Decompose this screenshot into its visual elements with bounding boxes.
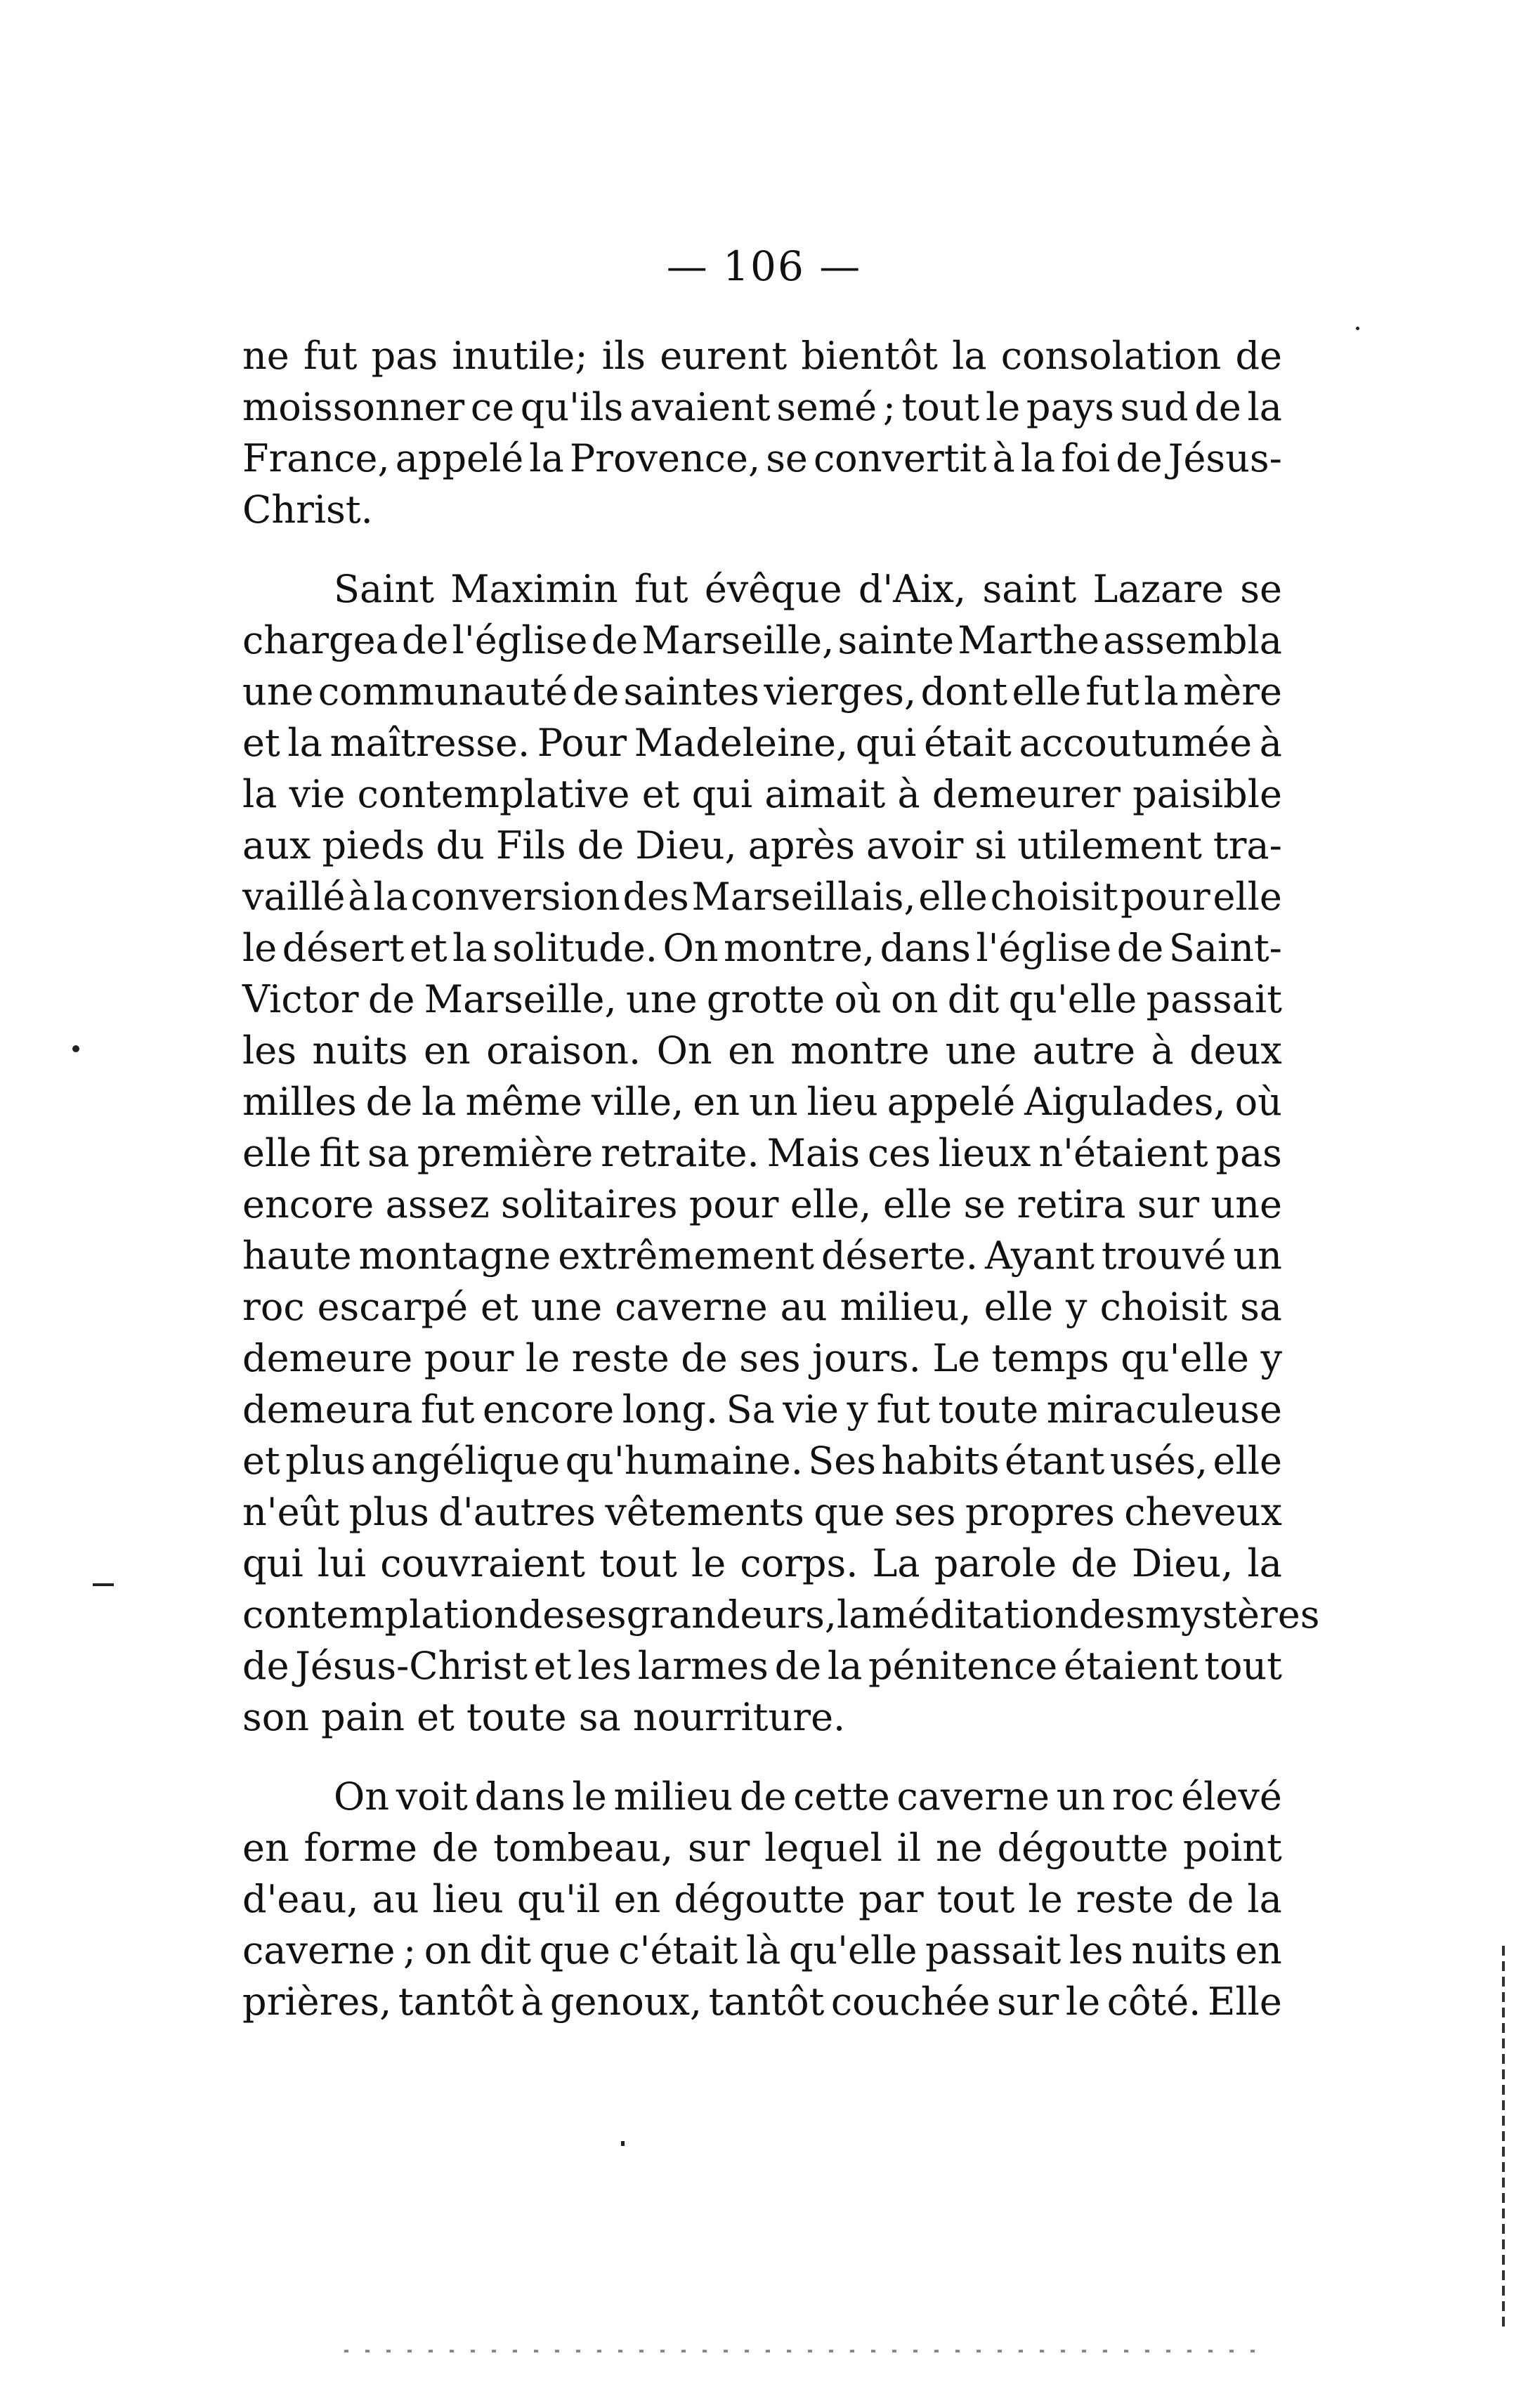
text-line: une communauté de saintes vierges, dont elle fut la mère [242, 669, 1282, 714]
body-text [242, 330, 1320, 2027]
scan-dot [72, 1045, 79, 1052]
text-line: n'eût plus d'autres vêtements que ses propres cheveux [242, 1490, 1282, 1534]
text-line: moissonner ce qu'ils avaient semé ; tout le pays sud de la [242, 385, 1282, 429]
scan-noise [344, 2350, 1272, 2353]
text-line: ne fut pas inutile; ils eurent bientôt la consolation de [242, 334, 1282, 378]
text-line: d'eau, au lieu qu'il en dégoutte par tout le reste de la [242, 1877, 1282, 1921]
text-line: Victor de Marseille, une grotte où on dit qu'elle passait [242, 977, 1282, 1021]
text-line: et plus angélique qu'humaine. Ses habits étant usés, elle [242, 1439, 1282, 1483]
text-line: Christ. [242, 488, 373, 532]
text-line: en forme de tombeau, sur lequel il ne dégoutte point [242, 1826, 1282, 1870]
text-line: France, appelé la Provence, se convertit à la foi de Jésus- [242, 436, 1282, 480]
text-line: de Jésus-Christ et les larmes de la pénitence étaient tout [242, 1644, 1282, 1688]
text-line: son pain et toute sa nourriture. [242, 1695, 846, 1739]
text-line: roc escarpé et une caverne au milieu, elle y choisit sa [242, 1285, 1282, 1329]
text-line: Saint Maximin fut évêque d'Aix, saint Lazare se [334, 567, 1282, 611]
paragraph-1 [242, 330, 1282, 535]
paragraph-3 [242, 1771, 1282, 2027]
text-line: haute montagne extrêmement déserte. Ayant trouvé un [242, 1234, 1282, 1278]
text-line: caverne ; on dit que c'était là qu'elle passait les nuits en [242, 1928, 1282, 1972]
text-line: demeura fut encore long. Sa vie y fut toute miraculeuse [242, 1387, 1282, 1432]
text-line: aux pieds du Fils de Dieu, après avoir si utilement tra- [242, 823, 1282, 868]
text-line: prières, tantôt à genoux, tantôt couchée sur le côté. Elle [242, 1980, 1282, 2024]
scan-dot [1356, 327, 1359, 330]
text-line: la vie contemplative et qui aimait à demeurer paisible [242, 772, 1282, 816]
text-line: les nuits en oraison. On en montre une autre à deux [242, 1028, 1282, 1073]
scan-dash [93, 1583, 114, 1586]
text-line: vaillé à la conversion des Marseillais, elle choisit pour elle [242, 875, 1282, 919]
text-line: encore assez solitaires pour elle, elle se retira sur une [242, 1182, 1282, 1226]
paragraph-2 [242, 563, 1320, 1743]
text-line: contemplation de ses grandeurs, la méditation des mystères [242, 1592, 1320, 1637]
text-line: qui lui couvraient tout le corps. La parole de Dieu, la [242, 1541, 1282, 1585]
text-line: elle fit sa première retraite. Mais ces lieux n'étaient pas [242, 1131, 1282, 1175]
scan-dot [621, 2141, 625, 2146]
scan-edge-line [1502, 1946, 1505, 2332]
text-line: demeure pour le reste de ses jours. Le temps qu'elle y [242, 1336, 1282, 1380]
text-line: le désert et la solitude. On montre, dans l'église de Saint- [242, 926, 1282, 970]
text-line: chargea de l'église de Marseille, sainte Marthe assembla [242, 618, 1282, 662]
page-number: — 106 — [666, 242, 862, 290]
text-line: On voit dans le milieu de cette caverne un roc élevé [334, 1774, 1282, 1819]
text-line: milles de la même ville, en un lieu appelé Aigulades, où [242, 1080, 1282, 1124]
text-line: et la maîtresse. Pour Madeleine, qui était accoutumée à [242, 721, 1282, 765]
